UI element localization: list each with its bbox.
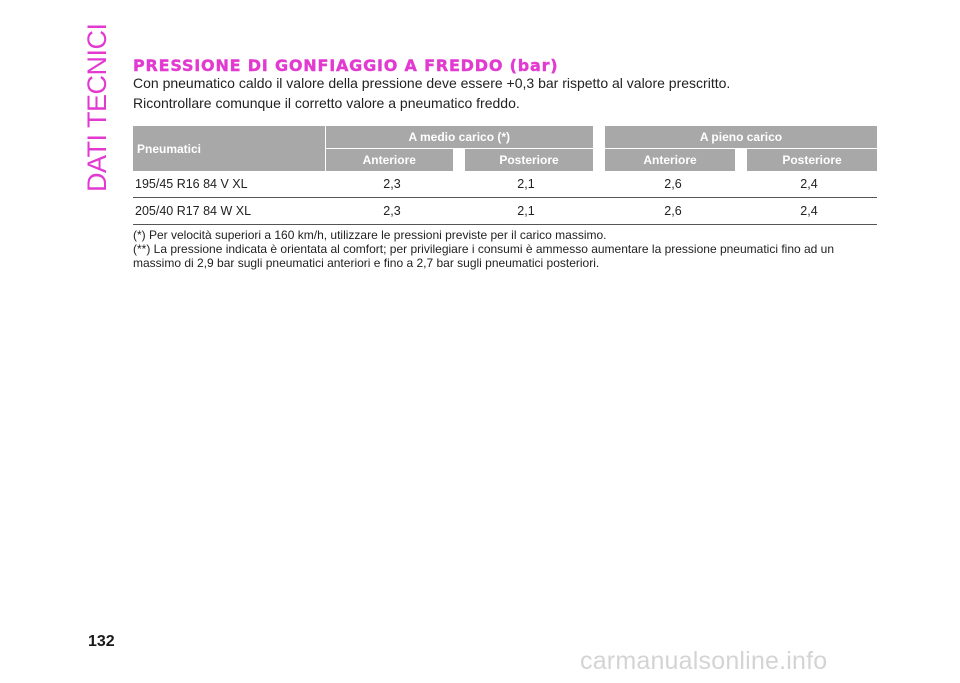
pressure-value: 2,4 (741, 198, 877, 225)
subheader-front-medium: Anteriore (325, 149, 459, 172)
pressure-value: 2,1 (459, 198, 593, 225)
footnotes (133, 228, 878, 270)
footnote-2: (**) La pressione indicata è orientata al comfort; per privilegiare i consumi è ammesso aumentare la pressione pneumatici fino ad un massimo di 2,9 bar sugli pneumatici anteriori e fino a 2,7 bar sugli pneumatici posteriori. (133, 242, 835, 270)
section-title-text: DATI TECNICI (82, 23, 112, 192)
header-tyres: Pneumatici (133, 126, 325, 171)
subheader-front-full: Anteriore (605, 149, 741, 172)
table-row (133, 171, 877, 198)
header-full-load: A pieno carico (605, 126, 877, 149)
pressure-value: 2,6 (605, 171, 741, 198)
header-medium-load: A medio carico (*) (325, 126, 593, 149)
footnote-1: (*) Per velocità superiori a 160 km/h, utilizzare le pressioni previste per il carico massimo. (133, 228, 607, 242)
pressure-value: 2,4 (741, 171, 877, 198)
watermark: carmanualsonline.info (580, 647, 828, 675)
intro-line-2: Ricontrollare comunque il corretto valore a pneumatico freddo. (133, 95, 520, 111)
page-heading: PRESSIONE DI GONFIAGGIO A FREDDO (bar) (133, 56, 559, 75)
tyre-size: 195/45 R16 84 V XL (133, 171, 325, 198)
section-title (82, 23, 112, 192)
pressure-value: 2,3 (325, 171, 459, 198)
pressure-value: 2,1 (459, 171, 593, 198)
intro-line-1: Con pneumatico caldo il valore della pressione deve essere +0,3 bar rispetto al valore prescritto. (133, 75, 731, 91)
pressure-table (133, 126, 877, 225)
table-row (133, 198, 877, 225)
pressure-value: 2,6 (605, 198, 741, 225)
subheader-rear-medium: Posteriore (459, 149, 593, 172)
pressure-value: 2,3 (325, 198, 459, 225)
subheader-rear-full: Posteriore (741, 149, 877, 172)
tyre-size: 205/40 R17 84 W XL (133, 198, 325, 225)
page-number: 132 (88, 633, 115, 650)
